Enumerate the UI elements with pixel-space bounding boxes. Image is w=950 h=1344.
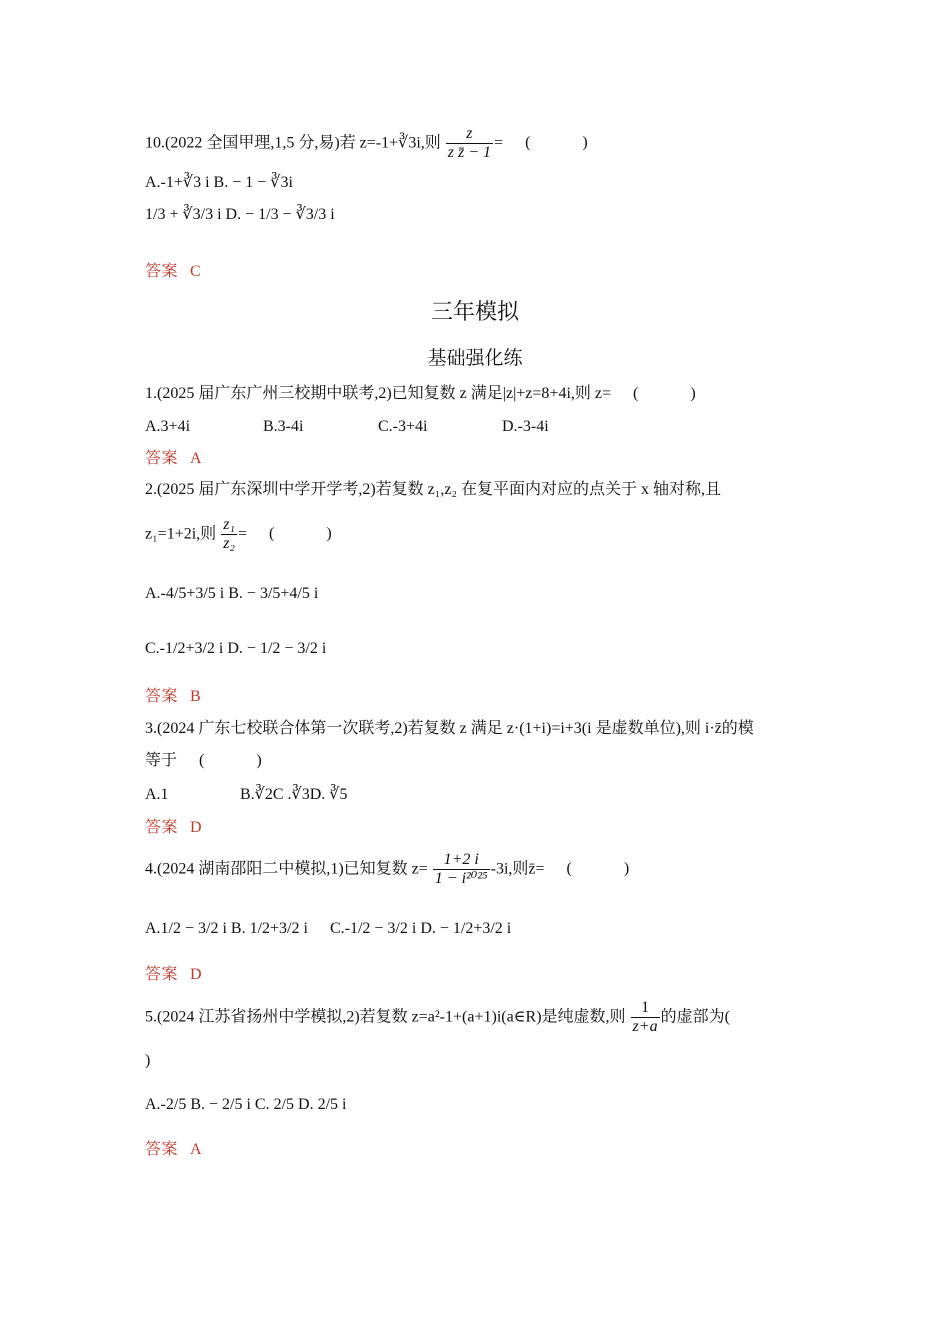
q2-options-ab: A.-4/5+3/5 i B. − 3/5+4/5 i xyxy=(145,585,319,602)
q1-answer-blank: ( ) xyxy=(633,385,720,402)
q3-stem: 3.(2024 广东七校联合体第一次联考,2)若复数 z 满足 z·(1+i)=i+3(i 是虚数单位),则 i·z̄的模 xyxy=(145,720,754,737)
q3-answer: 答案 D xyxy=(145,819,203,836)
q2-answer: 答案 B xyxy=(145,688,202,705)
q10-stem-text: 10.(2022 全国甲理,1,5 分,易)若 z=-1+∛3i,则 xyxy=(145,134,441,152)
q4-options: A.1/2 − 3/2 i B. 1/2+3/2 i C.-1/2 − 3/2 i D. − 1/2+3/2 i xyxy=(145,920,512,937)
q10-options-cd: 1/3 + ∛3/3 i D. − 1/3 − ∛3/3 i xyxy=(145,206,335,223)
q5-options: A.-2/5 B. − 2/5 i C. 2/5 D. 2/5 i xyxy=(145,1096,347,1113)
q2-fraction: $\frac{\text{z₁}}{\text{z₂}}$ xyxy=(223,516,235,552)
q2-options-cd: C.-1/2+3/2 i D. − 1/2 − 3/2 i xyxy=(145,640,327,657)
q4-answer: 答案 D xyxy=(145,966,203,983)
q1-stem: 1.(2025 届广东广州三校期中联考,2)已知复数 z 满足|z|+z=8+4i,则 z= ( ) xyxy=(145,385,720,402)
q5-answer: 答案 A xyxy=(145,1141,203,1158)
q3-options: A.1 B.∛2C .∛3D. ∛5 xyxy=(145,786,348,803)
q1-answer: 答案 A xyxy=(145,450,203,467)
q10-answer-blank: ( ) xyxy=(525,134,612,152)
q1-options: A.3+4i B.3-4i C.-3+4i D.-3-4i xyxy=(145,418,549,435)
q5-stem: 5.(2024 江苏省扬州中学模拟,2)若复数 z=a²-1+(a+1)i(a∈R)是纯虚数,则 $\frac{1}{z+a}$ 的虚部为( xyxy=(145,999,730,1035)
q4-answer-blank: ( ) xyxy=(566,860,654,878)
section-subtitle: 基础强化练 xyxy=(427,347,523,369)
q10-options-ab: A.-1+∛3 i B. − 1 − ∛3i xyxy=(145,174,293,191)
q5-fraction: $\frac{1}{z+a}$ xyxy=(632,999,658,1035)
q5-stem-line2: ) xyxy=(145,1052,151,1069)
q2-stem-line2: z₁=1+2i,则 $\frac{\text{z₁}}{\text{z₂}}$ = ( ) xyxy=(145,516,356,552)
q4-stem: 4.(2024 湖南邵阳二中模拟,1)已知复数 z= $\frac{1+2 i}{\text{1 − i²⁰²⁵}}$ -3i,则z̄= ( ) xyxy=(145,851,654,887)
q10-stem: 10.(2022 全国甲理,1,5 分,易)若 z=-1+∛3i,则 $\frac{z}{\text{z z̄ − 1}}$ = ( ) xyxy=(145,125,612,161)
q3-stem-line2: 等于 ( ) xyxy=(145,752,286,769)
q10-answer: 答案 C xyxy=(145,263,202,280)
q3-answer-blank: ( ) xyxy=(199,752,286,769)
section-title: 三年模拟 xyxy=(430,300,519,325)
q4-fraction: $\frac{1+2 i}{\text{1 − i²⁰²⁵}}$ xyxy=(434,851,488,887)
q2-answer-blank: ( ) xyxy=(269,525,356,543)
q2-stem: 2.(2025 届广东深圳中学开学考,2)若复数 z₁,z₂ 在复平面内对应的点关于 x 轴对称,且 xyxy=(145,481,722,498)
q10-fraction: $\frac{z}{\text{z z̄ − 1}}$ xyxy=(447,125,492,161)
